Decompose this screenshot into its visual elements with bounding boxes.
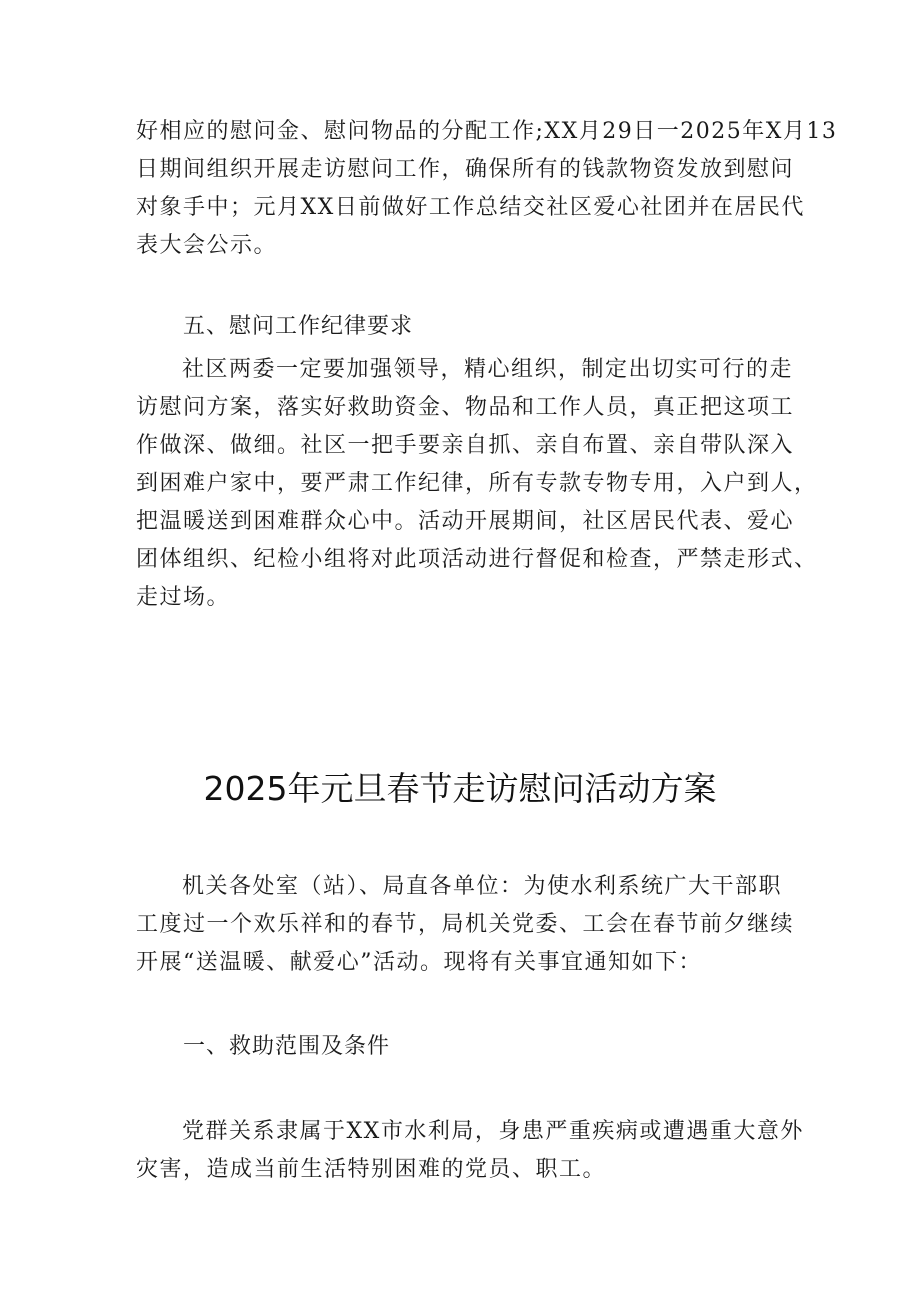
text-line: 工度过一个欢乐祥和的春节，局机关党委、工会在春节前夕继续 [136, 912, 795, 937]
text-line: 对象手中；元月XX日前做好工作总结交社区爱心社团并在居民代 [136, 195, 805, 220]
text-line: 党群关系隶属于XX市水利局，身患严重疾病或遭遇重大意外 [182, 1119, 804, 1144]
paragraph-scope [136, 1113, 804, 1189]
text-line: 开展“送温暖、献爱心”活动。现将有关事宜通知如下： [136, 950, 702, 975]
text-line: 作做深、做细。社区一把手要亲自抓、亲自布置、亲自带队深入 [136, 433, 795, 458]
text-line: 团体组织、纪检小组将对此项活动进行督促和检查，严禁走形式、 [136, 547, 818, 572]
text-line: 表大会公示。 [136, 233, 278, 258]
section-heading-discipline: 五、慰问工作纪律要求 [183, 314, 414, 339]
paragraph-discipline [136, 351, 818, 617]
text-line: 好相应的慰问金、慰问物品的分配工作;XX月29日一2025年X月13 [136, 119, 838, 144]
text-line: 社区两委一定要加强领导，精心组织，制定出切实可行的走 [182, 357, 794, 382]
text-line: 机关各处室（站）、局直各单位：为使水利系统广大干部职 [182, 874, 783, 899]
text-line: 灾害，造成当前生活特别困难的党员、职工。 [136, 1157, 607, 1182]
section-heading-scope: 一、救助范围及条件 [183, 1034, 391, 1059]
document-title: 2025年元旦春节走访慰问活动方案 [203, 769, 717, 808]
text-line: 走过场。 [136, 585, 231, 610]
paragraph-continuation [136, 113, 838, 265]
text-line: 日期间组织开展走访慰问工作，确保所有的钱款物资发放到慰问 [136, 157, 795, 182]
paragraph-intro [136, 868, 796, 982]
text-line: 访慰问方案，落实好救助资金、物品和工作人员，真正把这项工 [136, 395, 795, 420]
text-line: 到困难户家中，要严肃工作纪律，所有专款专物专用，入户到人， [136, 471, 818, 496]
text-line: 把温暖送到困难群众心中。活动开展期间，社区居民代表、爱心 [136, 509, 795, 534]
